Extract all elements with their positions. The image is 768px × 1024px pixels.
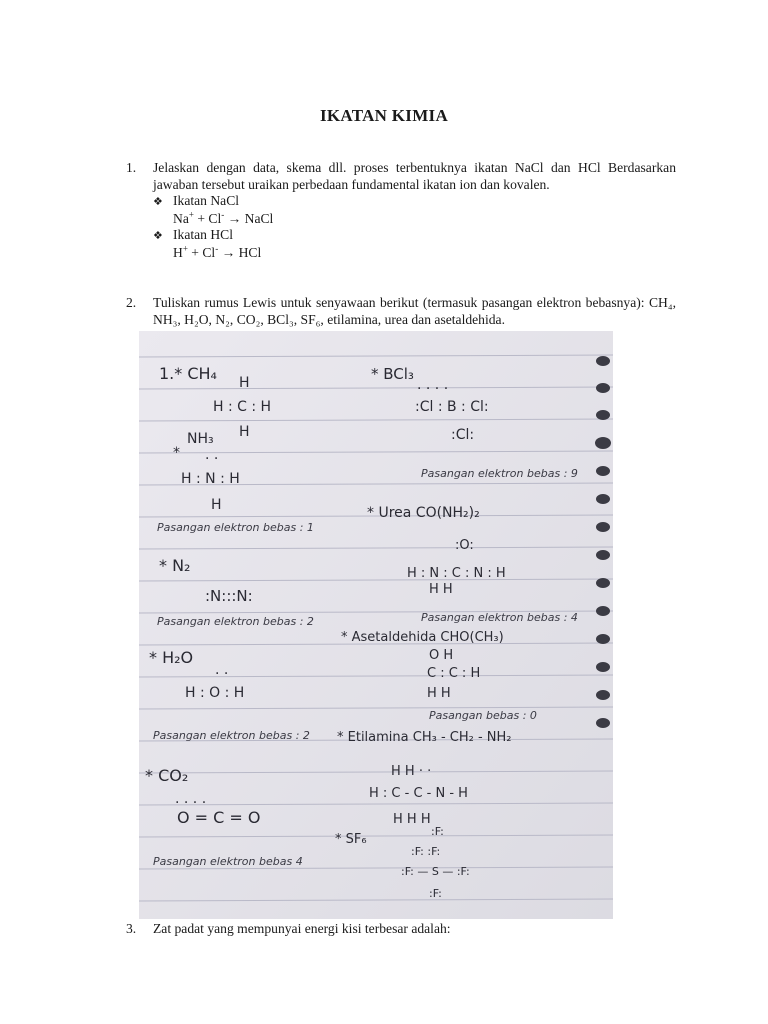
question-number: 2.	[126, 295, 137, 310]
handwritten-notes-photo	[139, 331, 613, 919]
question-text: Jelaskan dengan data, skema dll. proses terbentuknya ikatan NaCl dan HCl Berdasarkan jawaban tersebut uraikan perbedaan fundamental ikatan ion dan kovalen.	[153, 160, 676, 192]
svg-text::Cl:: :Cl:	[451, 427, 475, 443]
svg-text:*: *	[173, 445, 180, 461]
note-n2-title: * N₂	[159, 556, 191, 575]
bullet-label: Ikatan NaCl	[173, 193, 240, 209]
svg-text::F: :F:: :F: :F:	[411, 845, 441, 858]
equation-hcl: H+ + Cl- → HCl	[173, 243, 262, 260]
svg-text::F:: :F:	[429, 887, 442, 900]
diamond-bullet-icon: ❖	[153, 195, 163, 209]
note-asetaldehida-title: * Asetaldehida CHO(CH₃)	[341, 630, 504, 645]
svg-text:· · · ·: · · · ·	[175, 795, 207, 811]
note-co2-title: * CO₂	[145, 766, 189, 785]
svg-text::F: — S — :F:: :F: — S — :F:	[401, 865, 470, 878]
note-h2o-lone-pairs: Pasangan elektron bebas : 2	[153, 729, 310, 742]
svg-text::Cl : B : Cl:: :Cl : B : Cl:	[415, 399, 489, 415]
notebook-drawing	[139, 331, 613, 919]
note-etilamina-title: * Etilamina CH₃ - CH₂ - NH₂	[337, 730, 512, 745]
note-bcl3-lone-pairs: Pasangan elektron bebas : 9	[421, 467, 578, 480]
note-n2-lone-pairs: Pasangan elektron bebas : 2	[157, 615, 314, 628]
svg-text:· ·: · ·	[215, 666, 229, 682]
svg-text:· ·: · ·	[205, 451, 219, 467]
svg-text::F:: :F:	[431, 825, 444, 838]
equation-nacl: Na+ + Cl- → NaCl	[173, 209, 274, 226]
note-asetaldehida-lone-pairs: Pasangan bebas : 0	[429, 709, 537, 722]
bullet-item-hcl	[153, 227, 676, 261]
svg-text:O H: O H	[429, 648, 454, 663]
lewis-n2: :N:::N:	[205, 587, 253, 605]
note-nh3-lone-pairs: Pasangan elektron bebas : 1	[157, 521, 314, 534]
note-urea-lone-pairs: Pasangan elektron bebas : 4	[421, 611, 578, 624]
svg-text:H : C : H: H : C : H	[213, 399, 272, 415]
svg-text:H : N : H: H : N : H	[181, 471, 240, 487]
lewis-co2-formula: O = C = O	[177, 808, 261, 827]
note-bcl3-title: * BCl₃	[371, 365, 414, 383]
note-sf6-title: * SF₆	[335, 832, 367, 847]
svg-text:H H: H H	[427, 686, 451, 701]
svg-text:H H H: H H H	[393, 812, 431, 827]
svg-text:H: H	[239, 424, 250, 440]
question-3	[128, 921, 676, 938]
svg-text:H H: H H	[429, 582, 453, 597]
svg-text:H : N : C : N : H: H : N : C : N : H	[407, 566, 506, 581]
svg-text:H : O : H: H : O : H	[185, 685, 245, 701]
note-h2o-title: * H₂O	[149, 648, 194, 667]
question-text: Tuliskan rumus Lewis untuk senyawaan berikut (termasuk pasangan elektron bebasnya): CH₄, NH₃, H₂O, N₂, CO₂, BCl₃, SF₆, etilamina, urea dan asetaldehida.	[153, 295, 676, 327]
svg-text:H : C - C - N - H: H : C - C - N - H	[369, 786, 468, 801]
note-co2-lone-pairs: Pasangan elektron bebas 4	[153, 855, 303, 868]
diamond-bullet-icon: ❖	[153, 229, 163, 243]
page-title: IKATAN KIMIA	[319, 106, 449, 125]
svg-text::O:: :O:	[455, 538, 474, 553]
bullet-label: Ikatan HCl	[173, 227, 234, 243]
svg-text:H: H	[239, 375, 250, 391]
svg-text:C : C : H: C : C : H	[427, 666, 481, 681]
svg-text:· · · ·: · · · ·	[417, 381, 449, 397]
question-1	[128, 160, 676, 262]
question-number: 1.	[126, 160, 137, 175]
question-number: 3.	[126, 921, 137, 936]
bullet-item-nacl	[153, 193, 676, 227]
note-urea-title: * Urea CO(NH₂)₂	[367, 505, 480, 521]
svg-text:H: H	[211, 497, 222, 513]
note-ch4-title: 1.* CH₄	[159, 364, 217, 383]
question-text: Zat padat yang mempunyai energi kisi terbesar adalah:	[153, 921, 451, 936]
question-2	[128, 295, 676, 328]
svg-text:H H · ·: H H · ·	[391, 764, 432, 779]
note-nh3-title: NH₃	[187, 431, 214, 447]
